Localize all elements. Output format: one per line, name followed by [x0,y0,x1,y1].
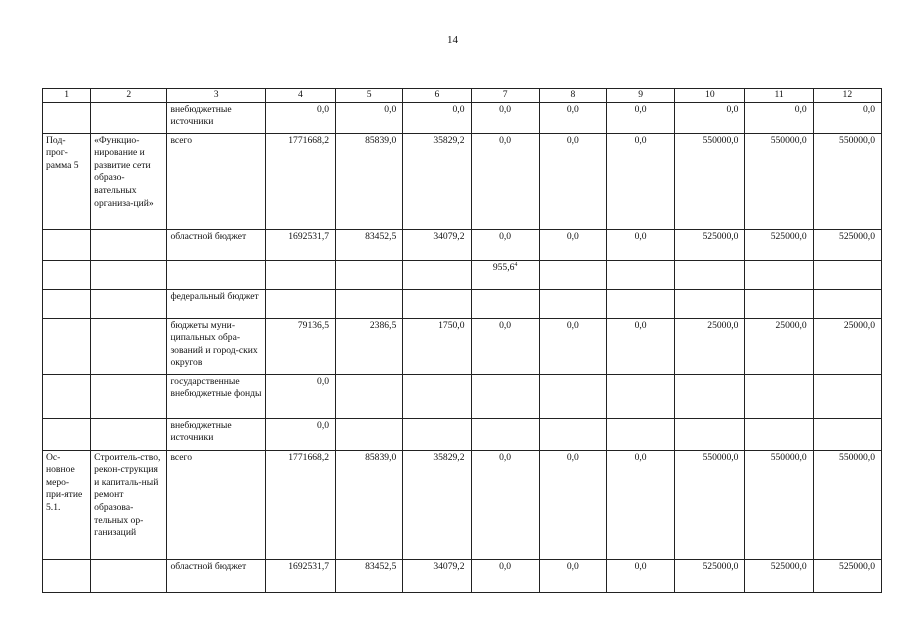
value-cell-col10 [675,374,745,418]
cell-text: 83452,5 [365,230,397,242]
funding-source-cell [167,289,265,318]
cell-text: 0,0 [634,230,647,242]
funding-source-cell [167,260,265,289]
table-row [43,374,882,418]
value-cell-col12 [813,260,881,289]
column-number-cell: 4 [265,89,335,103]
column-number-cell: 9 [606,89,674,103]
column-number-row [43,89,882,103]
table-row [43,102,882,133]
table-row [43,133,882,229]
value-cell-col9 [606,289,674,318]
value-cell-col5 [336,450,403,559]
value-cell-col11 [745,559,813,592]
value-cell-col7 [471,229,539,260]
value-cell-col6 [403,260,471,289]
section-title-cell [91,260,167,289]
value-cell-col10 [675,450,745,559]
cell-text: 0,0 [634,134,647,146]
value-cell-col8 [539,318,606,374]
value-cell-col11 [745,289,813,318]
funding-source-cell [167,418,265,450]
section-title-cell [91,559,167,592]
value-cell-col5 [336,374,403,418]
value-cell-col8 [539,418,606,450]
section-number-cell [43,374,91,418]
section-title-cell [91,133,167,229]
funding-source-cell [167,318,265,374]
value-cell-col8 [539,450,606,559]
section-number-cell [43,559,91,592]
column-number-cell: 5 [336,89,403,103]
cell-text: 35829,2 [433,451,465,463]
cell-text: 550000,0 [702,451,739,463]
cell-text: внебюджетные источники [170,103,232,128]
value-cell-col11 [745,229,813,260]
value-cell-col11 [745,374,813,418]
cell-text: 525000,0 [702,230,739,242]
cell-text: 79136,5 [297,319,330,331]
value-cell-col6 [403,418,471,450]
cell-text: внебюджетные источники [170,419,232,444]
cell-text: 0,0 [384,103,397,115]
value-cell-col7 [471,260,539,289]
cell-text: 0,0 [499,560,512,572]
funding-source-cell [167,229,265,260]
cell-text: 0,0 [566,451,579,463]
cell-text: 0,0 [452,103,465,115]
cell-text: 0,0 [499,103,512,115]
cell-text: 1692531,7 [288,560,330,572]
value-cell-col4 [265,374,335,418]
value-cell-col8 [539,289,606,318]
value-cell-col12 [813,374,881,418]
cell-text: 550000,0 [770,451,807,463]
value-cell-col12 [813,102,881,133]
cell-text: Ос-новное меро-при-ятие 5.1. [46,451,83,513]
section-number-cell [43,260,91,289]
section-number-cell [43,289,91,318]
cell-text: 0,0 [863,103,875,115]
value-cell-col4 [265,102,335,133]
budget-table [42,88,882,593]
section-title-cell [91,374,167,418]
section-title-cell [91,318,167,374]
value-cell-col5 [336,289,403,318]
column-number-cell: 2 [91,89,167,103]
value-cell-col5 [336,260,403,289]
column-number-cell: 7 [471,89,539,103]
value-cell-col10 [675,260,745,289]
value-cell-col11 [745,260,813,289]
value-cell-col7 [471,102,539,133]
section-number-cell [43,450,91,559]
value-cell-col6 [403,450,471,559]
cell-text: областной бюджет [170,230,247,242]
value-cell-col9 [606,559,674,592]
cell-text: 2386,5 [369,319,397,331]
cell-text: 1771668,2 [288,134,330,146]
value-cell-col10 [675,102,745,133]
cell-text: 0,0 [499,319,512,331]
cell-text: 1692531,7 [288,230,330,242]
value-cell-col6 [403,102,471,133]
value-cell-col10 [675,418,745,450]
cell-text: 1750,0 [438,319,465,331]
cell-text: федеральный бюджет [170,290,259,302]
cell-text: 0,0 [794,103,807,115]
cell-text: 83452,5 [365,560,397,572]
cell-text: «Функцио-нирование и развитие сети образо-вательных организа-ций» [94,134,154,209]
cell-text: 0,0 [566,103,579,115]
cell-text: 525000,0 [839,230,875,242]
cell-text: 0,0 [634,560,647,572]
value-cell-col4 [265,418,335,450]
value-cell-col7 [471,418,539,450]
table-row [43,450,882,559]
value-cell-col12 [813,289,881,318]
cell-text: 0,0 [566,230,579,242]
cell-text: 0,0 [726,103,739,115]
value-cell-col12 [813,318,881,374]
value-cell-col6 [403,559,471,592]
value-cell-col9 [606,102,674,133]
cell-text: 34079,2 [433,230,465,242]
cell-text: 955,6 [492,261,515,273]
value-cell-col4 [265,318,335,374]
value-cell-col6 [403,229,471,260]
funding-source-cell [167,102,265,133]
funding-source-cell [167,133,265,229]
cell-text: 25000,0 [707,319,739,331]
table-row [43,418,882,450]
cell-text: областной бюджет [170,560,247,572]
cell-text: 0,0 [566,319,579,331]
value-cell-col9 [606,133,674,229]
footnote-marker: 4 [514,261,518,268]
section-number-cell [43,229,91,260]
value-cell-col12 [813,450,881,559]
value-cell-col9 [606,260,674,289]
column-number-cell: 6 [403,89,471,103]
table-row [43,229,882,260]
cell-text: Строитель-ство, рекон-струкция и капиталь-ный ремонт образова-тельных ор-ганизаций [94,451,161,539]
cell-text: 0,0 [634,103,647,115]
funding-source-cell [167,450,265,559]
cell-text: 25000,0 [843,319,875,331]
section-number-cell [43,318,91,374]
value-cell-col12 [813,229,881,260]
funding-source-cell [167,559,265,592]
value-cell-col5 [336,418,403,450]
value-cell-col5 [336,102,403,133]
section-title-cell [91,450,167,559]
value-cell-col7 [471,133,539,229]
section-title-cell [91,418,167,450]
section-number-cell [43,418,91,450]
cell-text: 85839,0 [365,451,397,463]
cell-text: 0,0 [317,419,330,431]
cell-text: всего [170,134,193,146]
value-cell-col7 [471,289,539,318]
value-cell-col6 [403,318,471,374]
value-cell-col10 [675,133,745,229]
value-cell-col4 [265,133,335,229]
value-cell-col7 [471,374,539,418]
section-number-cell [43,133,91,229]
column-number-cell: 10 [675,89,745,103]
value-cell-col9 [606,374,674,418]
value-cell-col4 [265,260,335,289]
value-cell-col9 [606,418,674,450]
value-cell-col8 [539,102,606,133]
column-number-cell: 8 [539,89,606,103]
table-row [43,289,882,318]
cell-text: 550000,0 [839,451,875,463]
value-cell-col7 [471,450,539,559]
cell-text: 0,0 [634,319,647,331]
value-cell-col12 [813,418,881,450]
cell-text: 525000,0 [770,230,807,242]
cell-text: 0,0 [499,134,512,146]
value-cell-col12 [813,133,881,229]
value-cell-col11 [745,133,813,229]
cell-text: всего [170,451,193,463]
value-cell-col10 [675,318,745,374]
cell-text: 35829,2 [433,134,465,146]
value-cell-col4 [265,229,335,260]
cell-text: 0,0 [566,134,579,146]
value-cell-col10 [675,559,745,592]
table-row [43,559,882,592]
cell-text: 550000,0 [702,134,739,146]
value-cell-col8 [539,229,606,260]
value-cell-col9 [606,450,674,559]
cell-text: 34079,2 [433,560,465,572]
value-cell-col4 [265,289,335,318]
cell-text: 0,0 [634,451,647,463]
cell-text: 1771668,2 [288,451,330,463]
cell-text: 525000,0 [702,560,739,572]
cell-text: 25000,0 [775,319,807,331]
value-cell-col8 [539,559,606,592]
value-cell-col6 [403,374,471,418]
value-cell-col5 [336,229,403,260]
cell-text: 85839,0 [365,134,397,146]
cell-text: 525000,0 [770,560,807,572]
value-cell-col12 [813,559,881,592]
value-cell-col7 [471,559,539,592]
funding-source-cell [167,374,265,418]
value-cell-col9 [606,318,674,374]
value-cell-col8 [539,374,606,418]
cell-text: 525000,0 [839,560,875,572]
cell-text: 550000,0 [839,134,875,146]
column-number-cell: 3 [167,89,265,103]
page-number: 14 [447,34,458,46]
column-number-cell: 12 [813,89,881,103]
value-cell-col9 [606,229,674,260]
cell-text: 550000,0 [770,134,807,146]
value-cell-col11 [745,450,813,559]
cell-text: 0,0 [566,560,579,572]
value-cell-col5 [336,559,403,592]
value-cell-col10 [675,229,745,260]
cell-text: 0,0 [499,230,512,242]
cell-text: 0,0 [499,451,512,463]
section-title-cell [91,229,167,260]
value-cell-col11 [745,418,813,450]
cell-text: бюджеты муни-ципальных обра-зований и город-ских округов [170,319,258,369]
value-cell-col11 [745,102,813,133]
table-row [43,318,882,374]
value-cell-col4 [265,559,335,592]
value-cell-col5 [336,318,403,374]
value-cell-col4 [265,450,335,559]
column-number-cell: 11 [745,89,813,103]
cell-text: государственные внебюджетные фонды [170,375,262,400]
value-cell-col11 [745,318,813,374]
cell-text: Под-прог-рамма 5 [46,134,79,171]
cell-text: 0,0 [317,375,330,387]
section-title-cell [91,102,167,133]
value-cell-col8 [539,260,606,289]
value-cell-col8 [539,133,606,229]
table-row [43,260,882,289]
column-number-cell: 1 [43,89,91,103]
section-title-cell [91,289,167,318]
value-cell-col6 [403,133,471,229]
value-cell-col10 [675,289,745,318]
value-cell-col7 [471,318,539,374]
value-cell-col6 [403,289,471,318]
value-cell-col5 [336,133,403,229]
section-number-cell [43,102,91,133]
cell-text: 0,0 [317,103,330,115]
